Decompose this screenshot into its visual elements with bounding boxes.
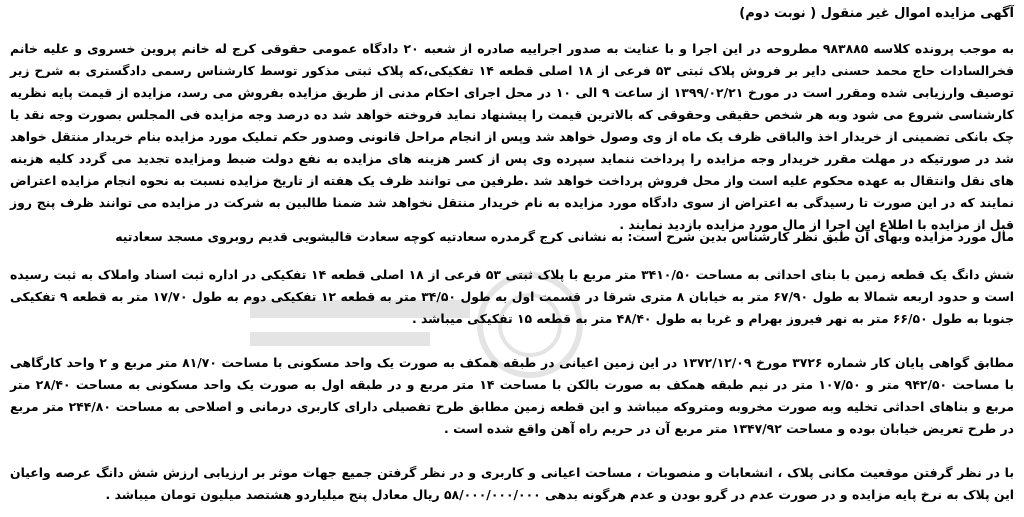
notice-paragraph-address: مال مورد مزایده وبهای آن طبق نظر کارشناس بدین شرح است: به نشانی کرج گرمدره سعادتیه کوچه سعادت قالیشویی قدیم روبروی مسجد سعادتیه <box>115 229 1014 244</box>
notice-paragraph-building: مطابق گواهی پایان کار شماره ۳۷۲۶ مورخ ۱۳۷۲/۱۲/۰۹ در این زمین اعیانی در طبقه همکف به صورت یک واحد مسکونی با مساحت ۸۱/۷۰ متر مربع و ۲ واحد کارگاهی با مساحت ۹۴۲/۵۰ متر و ۱۰۷/۵۰ متر در نیم طبقه همکف به صورت بالکن با مساحت ۱۴ متر مربع و در طبقه اول به صورت یک واحد مسکونی به مساحت ۲۸/۴۰ متر مربع و بناهای احداثی تخلیه وبه صورت مخروبه ومتروکه میباشد و این قطعه زمین مطابق طرح تفصیلی دارای کاربری درمانی و اصلاحی به مساحت ۲۴۴/۸۰ متر مربع در طرح تعریض خیابان بوده و مساحت ۱۳۴۷/۹۲ متر مربع آن در حریم راه آهن واقع شده است . <box>10 355 1015 436</box>
notice-title: آگهی مزایده اموال غیر منقول ( نوبت دوم) <box>739 6 1014 21</box>
notice-paragraph-land: شش دانگ یک قطعه زمین با بنای احداثی به مساحت ۳۴۱۰/۵۰ متر مربع با پلاک ثبتی ۵۳ فرعی از ۱۸ اصلی قطعه ۱۴ تفکیکی در اداره ثبت اسناد واملاک به ثبت رسیده است و حدود اربعه شمالا به طول ۶۷/۹۰ متر به خیابان ۸ متری شرقا در قسمت اول به طول ۳۴/۵۰ متر به قطعه ۱۲ تفکیکی دوم به طول ۱۷/۷۰ متر به قطعه ۹ تفکیکی جنوبا به طول ۶۶/۵۰ متر به نهر فیروز بهرام و غربا به طول ۴۸/۴۰ متر به قطعه ۱۵ تفکیکی میباشد . <box>10 267 1014 326</box>
notice-paragraph-valuation: با در نظر گرفتن موقعیت مکانی پلاک ، انشعابات و منصوبات ، مساحت اعیانی و کاربری و در نظر گرفتن جمیع جهات موثر بر ارزیابی ارزش شش دانگ عرصه واعیان این پلاک به نرخ پایه مزایده و در صورت عدم در گرو بودن و عدم هرگونه بدهی ۵۸/۰۰۰/۰۰۰/۰۰۰ ریال معادل پنج میلیاردو هشتصد میلیون تومان میباشد . <box>10 465 1014 502</box>
notice-paragraph-main: به موجب پرونده کلاسه ۹۸۳۸۸۵ مطروحه در این اجرا و با عنایت به صدور اجراییه صادره از شعبه ۲۰ دادگاه عمومی حقوقی کرج له خانم پروین خسروی و علیه خانم فخرالسادات حاج محمد حسنی دایر بر فروش پلاک ثبتی ۵۳ فرعی از ۱۸ اصلی قطعه ۱۴ تفکیکی،که پلاک ثبتی مذکور توسط کارشناس رسمی دادگستری به شرح زیر توصیف وارزیابی شده ومقرر است در مورخ ۱۳۹۹/۰۲/۲۱ از ساعت ۹ الی ۱۰ در محل اجرای احکام مدنی از طریق مزایده بفروش می رسد، مزایده از قیمت پایه نظریه کارشناسی شروع می شود وبه هر شخص حقیقی وحقوقی که بالاترین قیمت را پیشنهاد نماید فروخته خواهد شد ده درصد وجه مزایده فی المجلس بصورت وجه نقد یا چک بانکی تضمینی از خریدار اخذ والباقی ظرف یک ماه از وی وصول خواهد شد وپس از انجام مراحل قانونی وصدور حکم تملیک مورد مزایده بنام خریدار منتقل خواهد شد در صورتیکه در مهلت مقرر خریدار وجه مزایده را پرداخت ننماید سپرده وی پس از کسر هزینه های مزایده به نفع دولت ضبط ومزایده تجدید می گردد کلیه هزینه های نقل وانتقال به عهده محکوم علیه است واز محل فروش پرداخت خواهد شد .طرفین می توانند ظرف یک هفته از تاریخ مزایده نسبت به نحوه انجام مزایده اعتراض نمایند که در این صورت تا رسیدگی به اعتراض از سوی دادگاه مورد مزایده به نام خریدار منتقل نخواهد شد ضمنا طالبین به شرکت در مزایده می توانند ظرف پنج روز قبل از مزایده با اطلاع این اجرا از مال مورد مزایده بازدید نمایند . <box>10 41 1014 232</box>
